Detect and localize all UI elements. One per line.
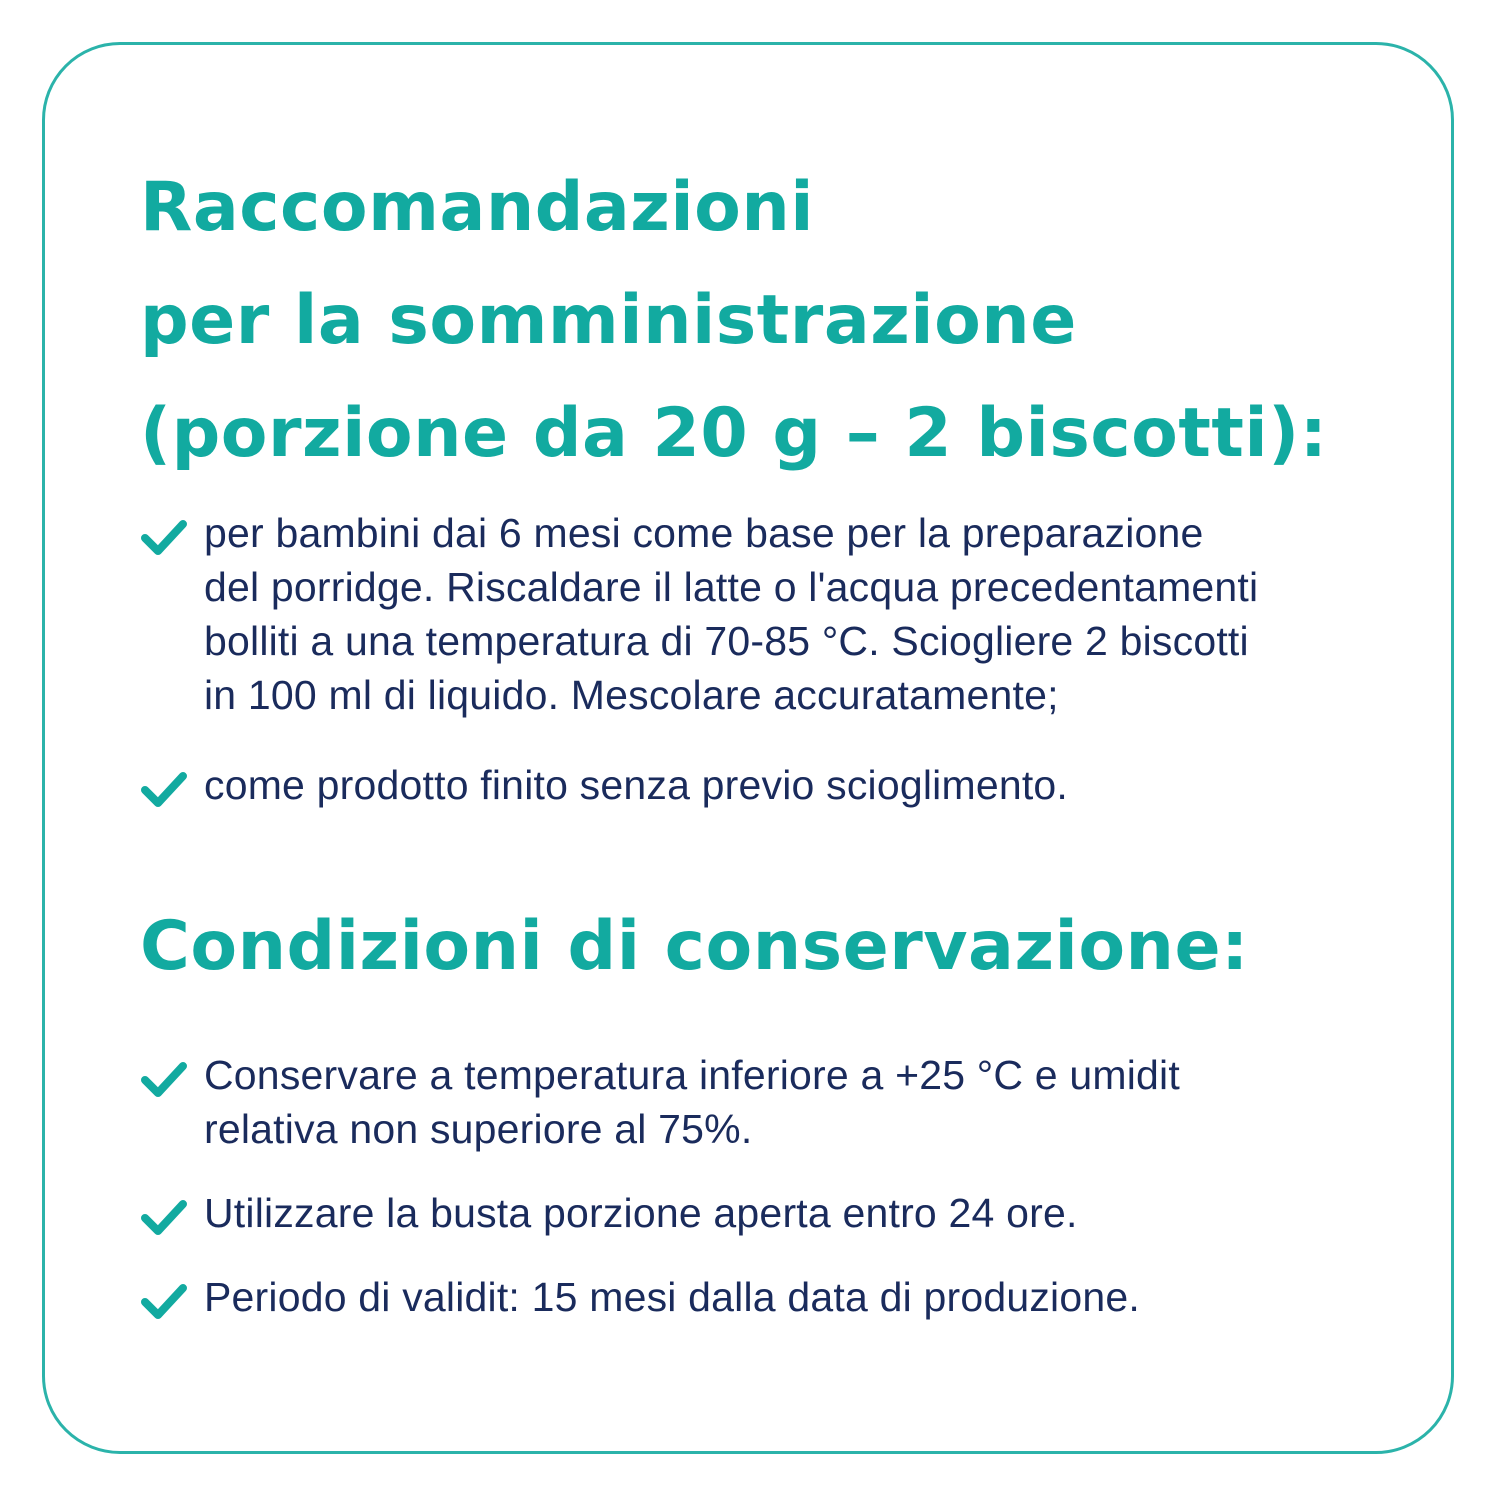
bullet-line: del porridge. Riscaldare il latte o l'acqua precedentamenti: [204, 564, 1259, 610]
bullet-line: come prodotto finito senza previo scioglimento.: [204, 762, 1069, 808]
bullet-text: [204, 1270, 1140, 1324]
bullet-text: [204, 1186, 1078, 1240]
bullet-line: Periodo di validit: 15 mesi dalla data di produzione.: [204, 1274, 1140, 1320]
bullet-text: [204, 1048, 1180, 1156]
administration-heading: [140, 151, 1327, 490]
heading-line: Raccomandazioni: [140, 168, 815, 247]
bullet-text: [204, 758, 1068, 812]
check-icon: [140, 1280, 188, 1322]
bullet-line: Utilizzare la busta porzione aperta entro 24 ore.: [204, 1190, 1078, 1236]
bullet-text: [204, 506, 1258, 722]
storage-heading: [140, 890, 1249, 1003]
check-icon: [140, 516, 188, 558]
check-icon: [140, 1058, 188, 1100]
bullet-line: Conservare a temperatura inferiore a +25 °C e umidit: [204, 1052, 1180, 1098]
bullet-line: bolliti a una temperatura di 70-85 °C. Sciogliere 2 biscotti: [204, 618, 1249, 664]
administration-bullet-porridge: [140, 506, 1350, 722]
heading-line: (porzione da 20 g – 2 biscotti):: [140, 394, 1328, 473]
storage-bullet-opened: [140, 1186, 1350, 1240]
check-icon: [140, 768, 188, 810]
heading-line: per la somministrazione: [140, 281, 1077, 360]
bullet-line: relativa non superiore al 75%.: [204, 1106, 753, 1152]
bullet-line: per bambini dai 6 mesi come base per la preparazione: [204, 510, 1204, 556]
check-icon: [140, 1196, 188, 1238]
storage-bullet-temperature: [140, 1048, 1350, 1156]
storage-bullet-validity: [140, 1270, 1350, 1324]
administration-bullet-ready: [140, 758, 1350, 812]
bullet-line: in 100 ml di liquido. Mescolare accuratamente;: [204, 672, 1059, 718]
heading-line: Condizioni di conservazione:: [140, 907, 1249, 986]
